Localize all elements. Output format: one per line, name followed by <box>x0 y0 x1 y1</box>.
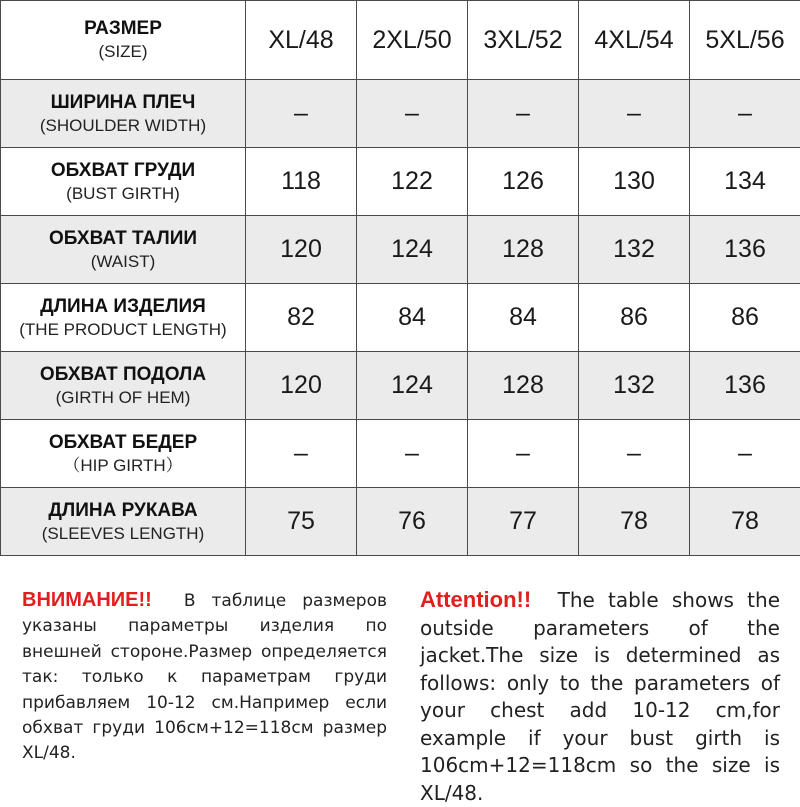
row-label-en: （HIP GIRTH） <box>1 455 245 477</box>
table-row <box>1 352 800 420</box>
value-cell: 78 <box>579 488 690 556</box>
table-row <box>1 80 800 148</box>
header-row <box>1 1 800 80</box>
warning-label-ru: ВНИМАНИЕ!! <box>22 589 152 611</box>
row-label-cell <box>1 488 246 556</box>
value-cell: 77 <box>468 488 579 556</box>
table-row <box>1 284 800 352</box>
row-label-ru: ДЛИНА РУКАВА <box>1 499 245 523</box>
value-cell: 124 <box>357 352 468 420</box>
value-cell: – <box>468 80 579 148</box>
value-cell: 132 <box>579 216 690 284</box>
value-cell: 122 <box>357 148 468 216</box>
table-row <box>1 148 800 216</box>
size-header-cell: XL/48 <box>246 1 357 80</box>
value-cell: – <box>579 80 690 148</box>
value-cell: 128 <box>468 216 579 284</box>
attention-note-ru <box>22 588 387 767</box>
value-cell: 78 <box>690 488 800 556</box>
size-header-cell: 5XL/56 <box>690 1 800 80</box>
value-cell: 84 <box>357 284 468 352</box>
row-label-ru: ОБХВАТ ТАЛИИ <box>1 227 245 251</box>
value-cell: – <box>246 80 357 148</box>
row-label-cell <box>1 216 246 284</box>
value-cell: 86 <box>690 284 800 352</box>
row-label-en: (BUST GIRTH) <box>1 183 245 205</box>
value-cell: 75 <box>246 488 357 556</box>
warning-label-en: Attention!! <box>420 587 531 612</box>
row-label-ru: ОБХВАТ ПОДОЛА <box>1 363 245 387</box>
value-cell: 128 <box>468 352 579 420</box>
row-label-ru: ОБХВАТ БЕДЕР <box>1 431 245 455</box>
size-chart-body <box>1 1 800 556</box>
row-label-en: (GIRTH OF HEM) <box>1 387 245 409</box>
value-cell: 132 <box>579 352 690 420</box>
value-cell: 120 <box>246 352 357 420</box>
value-cell: – <box>357 420 468 488</box>
row-label-cell <box>1 148 246 216</box>
table-row <box>1 216 800 284</box>
table-row <box>1 488 800 556</box>
note-text-en: The table shows the outside parameters of the jacket.The size is determined as follows: only to the parameters of your chest add 10-12 cm,for example if your bust girth is 106cm+12=118cm so the size is XL/48. <box>420 588 780 805</box>
size-header-cell: 2XL/50 <box>357 1 468 80</box>
value-cell: 86 <box>579 284 690 352</box>
value-cell: – <box>690 420 800 488</box>
value-cell: 120 <box>246 216 357 284</box>
row-label-ru: ОБХВАТ ГРУДИ <box>1 159 245 183</box>
row-label-cell <box>1 352 246 420</box>
row-label-ru: ШИРИНА ПЛЕЧ <box>1 91 245 115</box>
row-label-ru: ДЛИНА ИЗДЕЛИЯ <box>1 295 245 319</box>
row-label-en: (SLEEVES LENGTH) <box>1 523 245 545</box>
row-label-en: (SHOULDER WIDTH) <box>1 115 245 137</box>
value-cell: 82 <box>246 284 357 352</box>
value-cell: 136 <box>690 352 800 420</box>
row-label-en: (THE PRODUCT LENGTH) <box>1 319 245 341</box>
size-header-cell: 4XL/54 <box>579 1 690 80</box>
value-cell: 118 <box>246 148 357 216</box>
value-cell: – <box>357 80 468 148</box>
header-label-ru: РАЗМЕР <box>1 17 245 41</box>
value-cell: – <box>468 420 579 488</box>
header-label-cell <box>1 1 246 80</box>
attention-note-en <box>420 586 780 807</box>
row-label-en: (WAIST) <box>1 251 245 273</box>
value-cell: 136 <box>690 216 800 284</box>
value-cell: 134 <box>690 148 800 216</box>
note-text-ru: В таблице размеров указаны параметры изделия по внешней стороне.Размер определяется так: только к параметрам груди прибавляем 10-12 см.Например если обхват груди 106см+12=118см размер XL/48. <box>22 591 387 763</box>
row-label-cell <box>1 284 246 352</box>
size-header-cell: 3XL/52 <box>468 1 579 80</box>
value-cell: 124 <box>357 216 468 284</box>
value-cell: 126 <box>468 148 579 216</box>
row-label-cell <box>1 420 246 488</box>
value-cell: – <box>579 420 690 488</box>
value-cell: 130 <box>579 148 690 216</box>
row-label-cell <box>1 80 246 148</box>
header-label-en: (SIZE) <box>1 41 245 63</box>
value-cell: 76 <box>357 488 468 556</box>
value-cell: 84 <box>468 284 579 352</box>
table-row <box>1 420 800 488</box>
value-cell: – <box>246 420 357 488</box>
value-cell: – <box>690 80 800 148</box>
